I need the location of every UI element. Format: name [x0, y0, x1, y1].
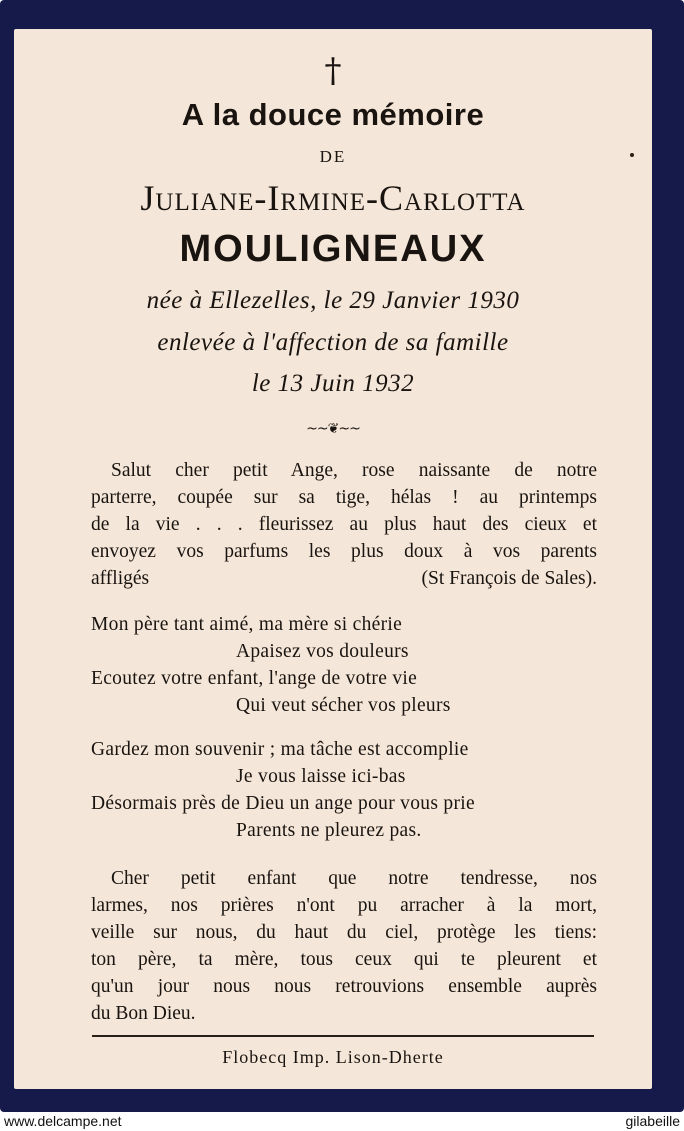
death-line: le 13 Juin 1932: [251, 370, 415, 397]
card-title: A la douce mémoire: [181, 97, 485, 132]
surname: MOULIGNEAUX: [179, 228, 487, 270]
poem-line: Ecoutez votre enfant, l'ange de votre vie: [91, 668, 418, 689]
closing-paragraph: [91, 865, 597, 1027]
poem-stanza-1: [91, 611, 611, 719]
watermark-delcampe: www.delcampe.net: [4, 1113, 122, 1129]
given-names: Juliane-Irmine-Carlotta: [140, 178, 526, 218]
closing-line: qu'un jour nous nous retrouvions ensemble auprès: [91, 976, 597, 997]
prayer-line: Salut cher petit Ange, rose naissante de notre: [111, 460, 597, 481]
birth-line: née à Ellezelles, le 29 Janvier 1930: [146, 287, 520, 314]
prayer-line: envoyez vos parfums les plus doux à vos parents: [91, 541, 597, 562]
poem-line: Parents ne pleurez pas.: [236, 820, 422, 841]
closing-line: veille sur nous, du haut du ciel, protège les tiens:: [91, 922, 597, 943]
ink-speck: [630, 153, 634, 157]
poem-line: Gardez mon souvenir ; ma tâche est accomplie: [91, 739, 469, 760]
poem-line: Mon père tant aimé, ma mère si chérie: [91, 614, 403, 635]
prayer-line: parterre, coupée sur sa tige, hélas ! au printemps: [91, 487, 597, 508]
footer-divider: [92, 1035, 594, 1037]
closing-line: larmes, nos prières n'ont pu arracher à la mort,: [91, 895, 597, 916]
closing-line: ton père, ta mère, tous ceux qui te pleurent et: [91, 949, 597, 970]
de-label: DE: [319, 147, 347, 166]
closing-line: Cher petit enfant que notre tendresse, nos: [111, 868, 597, 889]
cross-icon: †: [324, 51, 342, 91]
memorial-card: [14, 29, 652, 1089]
poem-stanza-2: [91, 736, 611, 844]
prayer-line: affligés: [91, 568, 150, 589]
closing-line: du Bon Dieu.: [91, 1003, 196, 1024]
poem-line: Apaisez vos douleurs: [236, 641, 409, 662]
printer-imprint: Flobecq Imp. Lison-Dherte: [222, 1047, 444, 1067]
watermark-gilabeille: gilabeille: [625, 1113, 680, 1129]
prayer-line: de la vie . . . fleurissez au plus haut des cieux et: [91, 514, 597, 535]
taken-line: enlevée à l'affection de sa famille: [157, 329, 509, 356]
prayer-paragraph: [91, 457, 597, 592]
poem-line: Désormais près de Dieu un ange pour vous prie: [91, 793, 475, 814]
poem-line: Je vous laisse ici-bas: [236, 766, 406, 787]
prayer-last-line: [91, 565, 597, 592]
prayer-attribution: (St François de Sales).: [421, 568, 597, 589]
ornament-divider-icon: ~~❦~~: [306, 421, 360, 437]
poem-line: Qui veut sécher vos pleurs: [236, 695, 451, 716]
